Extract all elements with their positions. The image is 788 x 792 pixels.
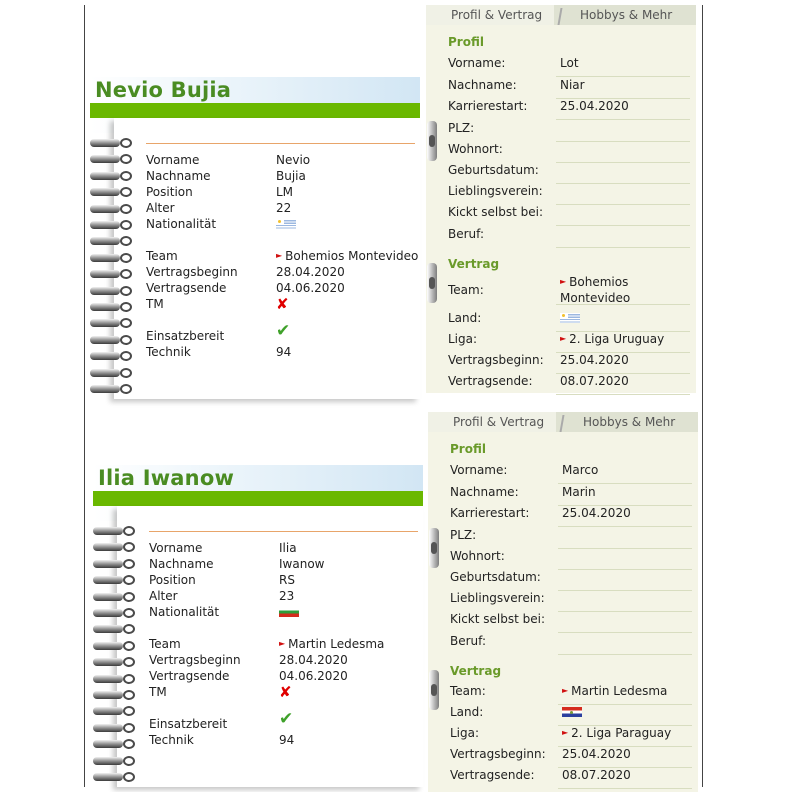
row-vertragsbeginn bbox=[125, 652, 405, 668]
value-vertragsende: 04.06.2020 bbox=[279, 669, 348, 683]
row-technik bbox=[125, 732, 405, 748]
team-arrow-icon: ► bbox=[276, 251, 283, 260]
value-nationality bbox=[279, 604, 299, 620]
row-position bbox=[122, 184, 402, 200]
spiral-wire bbox=[93, 724, 123, 732]
spiral-wire bbox=[90, 221, 120, 229]
label: Position bbox=[146, 185, 193, 199]
tab-profil-vertrag[interactable]: Profil & Vertrag bbox=[428, 412, 556, 432]
value-lieblingsverein bbox=[556, 184, 690, 205]
spiral-wire bbox=[93, 757, 123, 765]
row-team bbox=[125, 636, 405, 652]
team-name: Martin Ledesma bbox=[288, 637, 385, 651]
spiral-ring bbox=[93, 525, 139, 537]
value-nachname: Marin bbox=[558, 485, 692, 506]
spiral-wire bbox=[93, 543, 123, 551]
cross-icon: ✘ bbox=[276, 295, 289, 313]
label: Geburtsdatum: bbox=[448, 163, 539, 177]
label: Nachname bbox=[146, 169, 211, 183]
spiral-wire bbox=[90, 336, 120, 344]
row-einsatzbereit bbox=[125, 709, 405, 732]
label: Lieblingsverein: bbox=[448, 184, 543, 198]
spiral-ring bbox=[93, 755, 139, 767]
label: Vorname: bbox=[448, 56, 506, 70]
value-vorname: Marco bbox=[558, 463, 692, 484]
row-nationalitaet bbox=[125, 604, 405, 620]
team-name: Martin Ledesma bbox=[571, 684, 668, 698]
value-vertragsbeginn: 28.04.2020 bbox=[276, 265, 345, 279]
label: Kickt selbst bei: bbox=[450, 612, 546, 626]
spiral-wire bbox=[90, 155, 120, 163]
label: PLZ: bbox=[450, 528, 477, 542]
spiral-hole bbox=[120, 138, 132, 148]
label: Technik bbox=[149, 733, 194, 747]
row-nachname bbox=[125, 556, 405, 572]
label: Einsatzbereit bbox=[146, 329, 225, 343]
tab-hobbys-mehr[interactable]: Hobbys & Mehr bbox=[583, 415, 676, 429]
player-name: Nevio Bujia bbox=[95, 78, 232, 102]
spiral-hole bbox=[123, 526, 135, 536]
green-bar bbox=[90, 103, 420, 118]
row-vorname bbox=[122, 152, 402, 168]
spiral-hole bbox=[123, 706, 135, 716]
label: Karrierestart: bbox=[448, 99, 528, 113]
spiral-wire bbox=[90, 237, 120, 245]
label: Vorname bbox=[146, 153, 200, 167]
value-vorname: Ilia bbox=[279, 541, 297, 555]
value-land bbox=[558, 705, 692, 726]
value-nachname: Bujia bbox=[276, 169, 306, 183]
spiral-wire bbox=[90, 270, 120, 278]
label: Vertragsbeginn bbox=[149, 653, 241, 667]
label: Nationalität bbox=[146, 217, 217, 231]
spiral-wire bbox=[90, 303, 120, 311]
spiral-hole bbox=[120, 318, 132, 328]
value-vorname: Lot bbox=[556, 56, 690, 77]
label: Vertragsende bbox=[146, 281, 227, 295]
uruguay-flag-icon bbox=[560, 313, 580, 323]
value-nachname: Iwanow bbox=[279, 557, 325, 571]
row-alter bbox=[125, 588, 405, 604]
label: Beruf: bbox=[450, 634, 486, 648]
row-vertragsbeginn bbox=[122, 264, 402, 280]
spiral-wire bbox=[93, 527, 123, 535]
value-land bbox=[556, 311, 690, 332]
value-vertragsende: 08.07.2020 bbox=[558, 768, 692, 789]
value-wohnort bbox=[556, 142, 690, 163]
binder-eye bbox=[429, 135, 435, 147]
label: Technik bbox=[146, 345, 191, 359]
label: Einsatzbereit bbox=[149, 717, 228, 731]
label: Kickt selbst bei: bbox=[448, 205, 544, 219]
profile-panel bbox=[428, 412, 698, 792]
section-title-profil: Profil bbox=[448, 35, 484, 49]
bulgaria-flag-icon bbox=[279, 607, 299, 617]
spiral-wire bbox=[90, 385, 120, 393]
value-technik: 94 bbox=[279, 733, 295, 747]
row-tm bbox=[125, 684, 405, 700]
label: PLZ: bbox=[448, 121, 475, 135]
row-team bbox=[122, 248, 419, 264]
spiral-ring bbox=[93, 771, 139, 783]
section-title-profil: Profil bbox=[450, 442, 486, 456]
spiral-ring bbox=[93, 623, 139, 635]
label: Vertragsbeginn: bbox=[450, 747, 546, 761]
label: Lieblingsverein: bbox=[450, 591, 545, 605]
spiral-wire bbox=[90, 319, 120, 327]
spiral-wire bbox=[90, 352, 120, 360]
label: Vorname bbox=[149, 541, 203, 555]
value-vertragsbeginn: 28.04.2020 bbox=[279, 653, 348, 667]
binder-ring bbox=[426, 263, 440, 303]
liga-arrow-icon: ► bbox=[562, 728, 569, 737]
tab-profil-vertrag[interactable]: Profil & Vertrag bbox=[426, 5, 554, 25]
row-technik bbox=[122, 344, 402, 360]
spiral-ring bbox=[90, 367, 136, 379]
profile-panel bbox=[426, 5, 696, 393]
label: Nachname: bbox=[448, 78, 517, 92]
player-card bbox=[93, 465, 429, 787]
binder-eye bbox=[431, 684, 437, 696]
label: Land: bbox=[450, 705, 484, 719]
row-vertragsende bbox=[122, 280, 402, 296]
spiral-wire bbox=[93, 658, 123, 666]
tab-separator bbox=[558, 8, 566, 25]
label: Vorname: bbox=[450, 463, 508, 477]
label: Team bbox=[146, 249, 178, 263]
label: Nationalität bbox=[149, 605, 220, 619]
label: Liga: bbox=[448, 332, 478, 346]
tab-bar bbox=[428, 412, 698, 432]
left-divider-line bbox=[84, 5, 85, 787]
spiral-wire bbox=[93, 707, 123, 715]
section-title-vertrag: Vertrag bbox=[450, 664, 502, 678]
value-vorname: Nevio bbox=[276, 153, 311, 167]
cross-icon: ✘ bbox=[279, 683, 292, 701]
paraguay-flag-icon bbox=[562, 707, 582, 717]
label: Team bbox=[149, 637, 181, 651]
binder-ring bbox=[426, 121, 440, 161]
team-link[interactable] bbox=[558, 684, 692, 705]
row-position bbox=[125, 572, 405, 588]
spiral-wire bbox=[90, 139, 120, 147]
spiral-wire bbox=[90, 205, 120, 213]
spiral-hole bbox=[120, 236, 132, 246]
liga-name: 2. Liga Paraguay bbox=[571, 726, 672, 740]
binder-rings bbox=[428, 432, 442, 732]
spiral-ring bbox=[90, 137, 136, 149]
value-vertragsende: 04.06.2020 bbox=[276, 281, 345, 295]
liga-link[interactable] bbox=[556, 332, 690, 353]
section-title-vertrag: Vertrag bbox=[448, 257, 500, 271]
tab-bar bbox=[426, 5, 696, 25]
label: Wohnort: bbox=[450, 549, 505, 563]
label: Team: bbox=[450, 684, 486, 698]
row-vertragsende bbox=[125, 668, 405, 684]
label: Alter bbox=[146, 201, 175, 215]
team-arrow-icon: ► bbox=[279, 639, 286, 648]
label: TM bbox=[149, 685, 167, 699]
value-vertragsbeginn: 25.04.2020 bbox=[556, 353, 690, 374]
label: TM bbox=[146, 297, 164, 311]
label: Geburtsdatum: bbox=[450, 570, 541, 584]
spiral-hole bbox=[123, 772, 135, 782]
value-karrierestart: 25.04.2020 bbox=[558, 506, 692, 527]
value-nationality bbox=[276, 216, 296, 232]
spiral-wire bbox=[93, 609, 123, 617]
spiral-wire bbox=[90, 188, 120, 196]
value-geburtsdatum bbox=[556, 163, 690, 184]
spiral-wire bbox=[93, 675, 123, 683]
spiral-hole bbox=[123, 624, 135, 634]
player-name: Ilia Iwanow bbox=[98, 466, 235, 490]
liga-name: 2. Liga Uruguay bbox=[569, 332, 665, 346]
liga-link[interactable] bbox=[558, 726, 692, 747]
value-beruf bbox=[556, 227, 690, 248]
tab-separator bbox=[560, 415, 568, 432]
row-einsatzbereit bbox=[122, 321, 402, 344]
spiral-wire bbox=[90, 369, 120, 377]
label: Vertragsende bbox=[149, 669, 230, 683]
label: Vertragsende: bbox=[450, 768, 535, 782]
label: Vertragsbeginn: bbox=[448, 353, 544, 367]
team-link[interactable] bbox=[556, 275, 690, 305]
value-plz bbox=[556, 121, 690, 142]
spiral-wire bbox=[93, 773, 123, 781]
label: Position bbox=[149, 573, 196, 587]
right-divider-line bbox=[702, 5, 703, 787]
value-kickt bbox=[556, 205, 690, 226]
label: Wohnort: bbox=[448, 142, 503, 156]
binder-ring bbox=[428, 670, 442, 710]
binder-eye bbox=[431, 542, 437, 554]
label: Alter bbox=[149, 589, 178, 603]
value-vertragsende: 08.07.2020 bbox=[556, 374, 690, 395]
team-arrow-icon: ► bbox=[560, 277, 567, 286]
label: Nachname: bbox=[450, 485, 519, 499]
value-alter: 23 bbox=[279, 589, 295, 603]
binder-rings bbox=[426, 25, 440, 325]
team-name: Bohemios Montevideo bbox=[560, 275, 631, 305]
team-arrow-icon: ► bbox=[562, 686, 569, 695]
green-bar bbox=[93, 491, 423, 506]
value-technik: 94 bbox=[276, 345, 292, 359]
spiral-wire bbox=[93, 740, 123, 748]
label: Karrierestart: bbox=[450, 506, 530, 520]
row-tm bbox=[122, 296, 402, 312]
spiral-ring bbox=[90, 383, 136, 395]
spiral-wire bbox=[93, 642, 123, 650]
label: Beruf: bbox=[448, 227, 484, 241]
spiral-wire bbox=[93, 593, 123, 601]
spiral-wire bbox=[93, 560, 123, 568]
row-alter bbox=[122, 200, 402, 216]
spiral-wire bbox=[90, 172, 120, 180]
value-nachname: Niar bbox=[556, 78, 690, 99]
value-beruf bbox=[558, 634, 692, 655]
label: Team: bbox=[448, 283, 484, 297]
spiral-wire bbox=[90, 287, 120, 295]
spiral-ring bbox=[90, 235, 136, 247]
value-plz bbox=[558, 528, 692, 549]
label: Vertragsbeginn bbox=[146, 265, 238, 279]
spiral-hole bbox=[120, 368, 132, 378]
value-vertragsbeginn: 25.04.2020 bbox=[558, 747, 692, 768]
name-band bbox=[93, 465, 423, 491]
row-vorname bbox=[125, 540, 405, 556]
value-karrierestart: 25.04.2020 bbox=[556, 99, 690, 120]
orange-rule bbox=[146, 143, 415, 144]
value-lieblingsverein bbox=[558, 591, 692, 612]
value-position: RS bbox=[279, 573, 295, 587]
spiral-wire bbox=[93, 691, 123, 699]
label: Liga: bbox=[450, 726, 480, 740]
value-kickt bbox=[558, 612, 692, 633]
spiral-wire bbox=[93, 625, 123, 633]
orange-rule bbox=[149, 531, 418, 532]
label: Vertragsende: bbox=[448, 374, 533, 388]
binder-eye bbox=[429, 277, 435, 289]
spiral-wire bbox=[93, 576, 123, 584]
spiral-hole bbox=[120, 384, 132, 394]
team-name: Bohemios Montevideo bbox=[285, 249, 419, 263]
value-alter: 22 bbox=[276, 201, 292, 215]
uruguay-flag-icon bbox=[276, 219, 296, 229]
player-card bbox=[90, 77, 426, 399]
value-wohnort bbox=[558, 549, 692, 570]
label: Nachname bbox=[149, 557, 214, 571]
spiral-hole bbox=[123, 756, 135, 766]
spiral-wire bbox=[90, 254, 120, 262]
value-position: LM bbox=[276, 185, 294, 199]
binder-ring bbox=[428, 528, 442, 568]
tab-hobbys-mehr[interactable]: Hobbys & Mehr bbox=[580, 8, 673, 22]
row-nachname bbox=[122, 168, 402, 184]
label: Land: bbox=[448, 311, 482, 325]
check-icon: ✔ bbox=[279, 709, 294, 729]
check-icon: ✔ bbox=[276, 321, 291, 341]
name-band bbox=[90, 77, 420, 103]
liga-arrow-icon: ► bbox=[560, 334, 567, 343]
value-geburtsdatum bbox=[558, 570, 692, 591]
row-nationalitaet bbox=[122, 216, 402, 232]
